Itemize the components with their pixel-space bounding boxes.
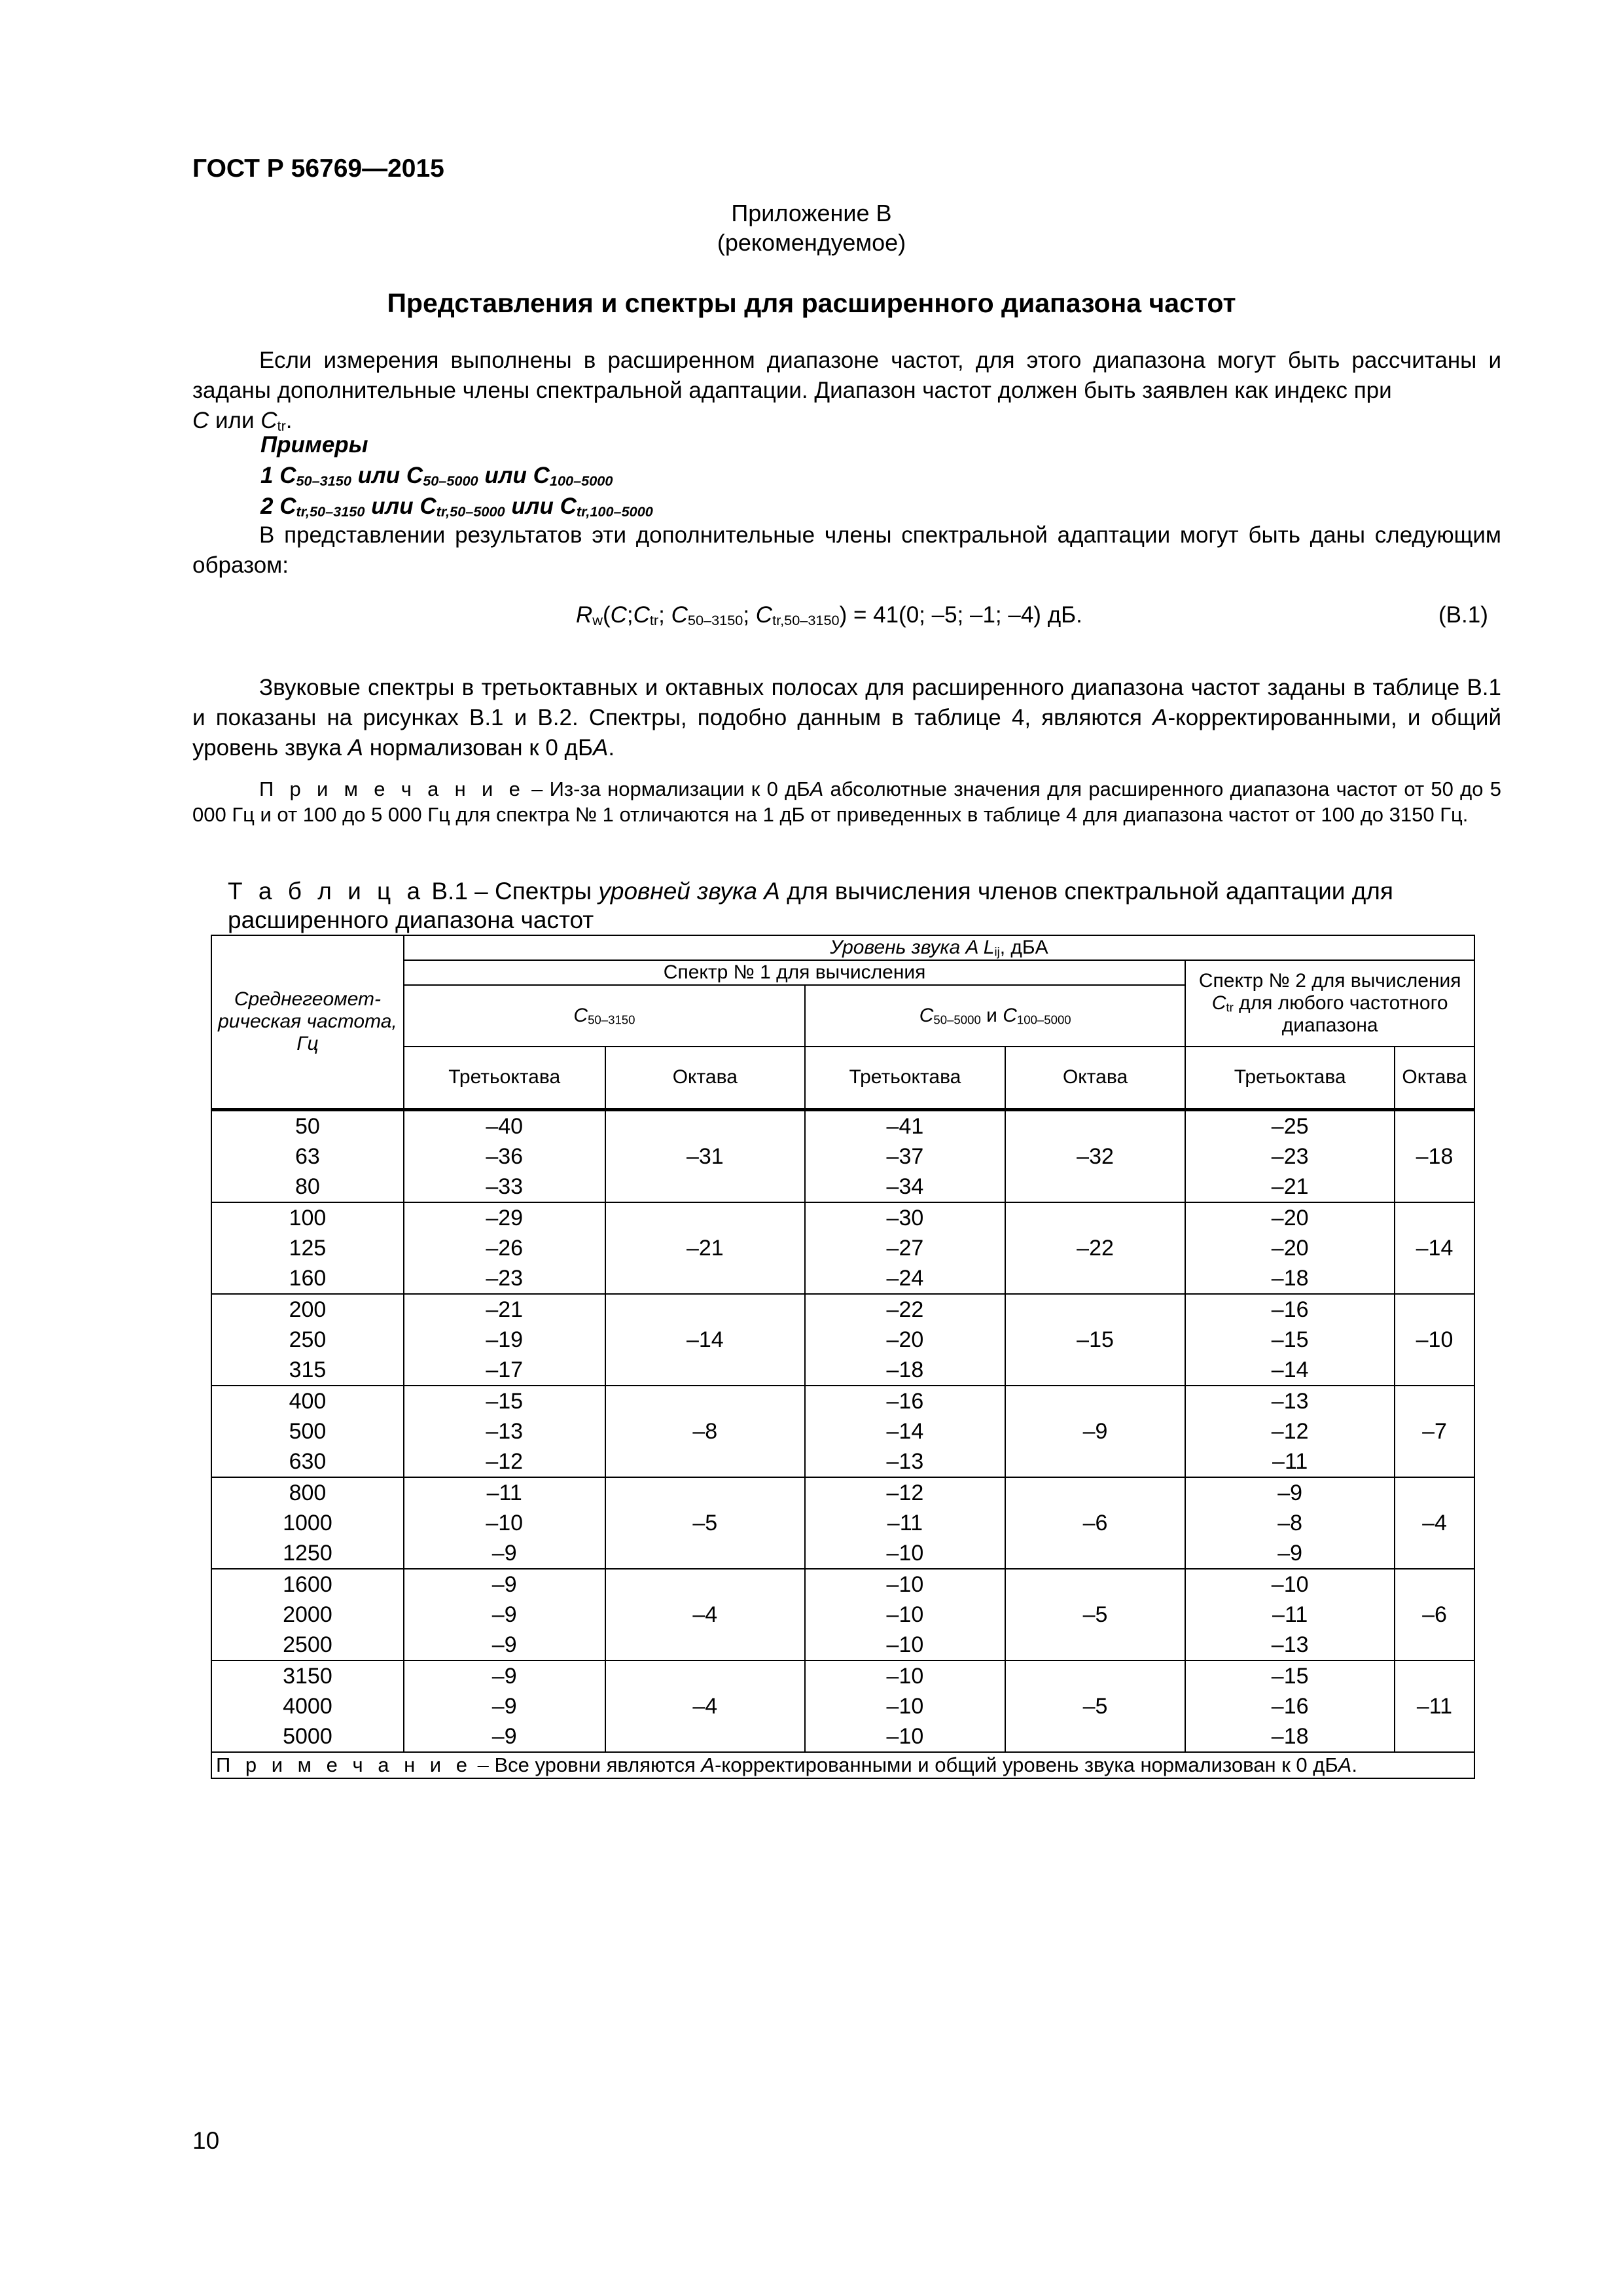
cell-s1-c50-5000-third-octave <box>805 1294 1005 1386</box>
cell-s2-octave: –4 <box>1395 1477 1474 1569</box>
cell-s2-third-octave-value: –9 <box>1277 1540 1303 1566</box>
cell-s2-third-octave-value: –16 <box>1271 1693 1309 1719</box>
cell-s2-third-octave <box>1185 1109 1395 1202</box>
cell-s1-c50-3150-octave: –31 <box>605 1109 806 1202</box>
cell-s2-third-octave <box>1185 1569 1395 1660</box>
cell-s2-third-octave-value: –16 <box>1271 1297 1309 1322</box>
cell-s1-c50-3150-third-octave-value: –9 <box>491 1632 517 1657</box>
cell-frequency-value: 1600 <box>283 1571 332 1597</box>
cell-s2-third-octave-value: –14 <box>1271 1357 1309 1382</box>
cell-frequency-value: 315 <box>289 1357 327 1382</box>
cell-s1-c50-3150-third-octave-value: –9 <box>491 1571 517 1597</box>
page-number: 10 <box>192 2127 220 2154</box>
cell-s1-c50-3150-third-octave-value: –10 <box>486 1510 524 1535</box>
cell-s1-c50-3150-third-octave-value: –13 <box>486 1418 524 1444</box>
cell-frequency <box>211 1660 404 1752</box>
annex-title: Приложение В <box>731 200 892 226</box>
cell-s1-c50-5000-third-octave-value: –30 <box>886 1205 924 1230</box>
cell-s1-c50-5000-third-octave-value: –20 <box>886 1327 924 1352</box>
cell-s1-c50-3150-octave: –5 <box>605 1477 806 1569</box>
cell-s1-c50-5000-third-octave-value: –27 <box>886 1235 924 1261</box>
cell-s2-octave: –7 <box>1395 1386 1474 1477</box>
annex-type: (рекомендуемое) <box>717 229 906 256</box>
intro-paragraph: Если измерения выполнены в расширенном диапазоне частот, для этого диапазона могут быть рассчитаны и заданы дополнительные члены спектральной адаптации. Диапазон частот должен быть заявлен как индекс при C или $C_{tr}$. <box>192 348 1501 434</box>
cell-frequency <box>211 1202 404 1294</box>
cell-s1-c50-3150-third-octave-value: –29 <box>486 1205 524 1230</box>
cell-s1-c50-3150-third-octave <box>404 1477 605 1569</box>
table-row <box>211 1109 1474 1202</box>
cell-s1-c50-3150-octave: –4 <box>605 1660 806 1752</box>
cell-s1-c50-5000-third-octave-value: –37 <box>886 1143 924 1169</box>
cell-s2-octave: –18 <box>1395 1109 1474 1202</box>
cell-s1-c50-3150-octave: –4 <box>605 1569 806 1660</box>
cell-frequency-value: 800 <box>289 1480 327 1505</box>
formula-number: (В.1) <box>1438 602 1488 628</box>
cell-frequency <box>211 1294 404 1386</box>
examples-label: Примеры <box>260 432 368 457</box>
cell-s1-c50-5000-octave: –9 <box>1005 1386 1186 1477</box>
table-caption: Т а б л и ц а В.1 – Спектры уровней звука A для вычисления членов спектральной адаптации для расширенного диапазона частот <box>228 878 1393 933</box>
cell-s1-c50-5000-third-octave-value: –10 <box>886 1693 924 1719</box>
cell-s1-c50-3150-octave: –21 <box>605 1202 806 1294</box>
note-1: П р и м е ч а н и е – Из-за нормализации к 0 дБA абсолютные значения для расширенного диапазона частот от 50 до 5 000 Гц и от 100 до 5 000 Гц для спектра № 1 отличаются на 1 дБ от приведенных в таблице 4 для диапазона частот от 100 до 3150 Гц. <box>192 778 1501 826</box>
header-octave: Октава <box>605 1047 806 1109</box>
cell-frequency <box>211 1569 404 1660</box>
cell-s1-c50-3150-third-octave <box>404 1660 605 1752</box>
cell-s2-third-octave <box>1185 1386 1395 1477</box>
cell-frequency-value: 160 <box>289 1265 327 1291</box>
cell-s2-third-octave <box>1185 1294 1395 1386</box>
header-spectrum-1: Спектр № 1 для вычисления <box>404 960 1185 985</box>
cell-frequency-value: 100 <box>289 1205 327 1230</box>
cell-s1-c50-5000-third-octave <box>805 1569 1005 1660</box>
cell-s2-third-octave <box>1185 1477 1395 1569</box>
header-third-octave: Третьоктава <box>805 1047 1005 1109</box>
spectra-table <box>211 935 1475 1779</box>
cell-s1-c50-5000-third-octave <box>805 1386 1005 1477</box>
example-2: 2 $C_{tr,50-3150}$ или $C_{tr,50-5000}$ или $C_{tr,100-5000}$ <box>260 493 653 520</box>
cell-s1-c50-5000-third-octave <box>805 1660 1005 1752</box>
table-row <box>211 1477 1474 1569</box>
cell-s1-c50-5000-third-octave-value: –12 <box>886 1480 924 1505</box>
cell-s2-third-octave <box>1185 1660 1395 1752</box>
cell-s1-c50-3150-third-octave <box>404 1109 605 1202</box>
cell-s2-third-octave <box>1185 1202 1395 1294</box>
cell-frequency <box>211 1109 404 1202</box>
spectra-paragraph: Звуковые спектры в третьоктавных и октавных полосах для расширенного диапазона частот заданы в таблице В.1 и показаны на рисунках В.1 и В.2. Спектры, подобно данным в таблице 4, являются A-корректированными, и общий уровень звука A нормализован к 0 дБA. <box>192 675 1501 761</box>
cell-s2-third-octave-value: –10 <box>1271 1571 1309 1597</box>
header-third-octave: Третьоктава <box>404 1047 605 1109</box>
cell-s2-octave: –14 <box>1395 1202 1474 1294</box>
header-octave: Октава <box>1005 1047 1186 1109</box>
cell-frequency-value: 125 <box>289 1235 327 1261</box>
cell-s1-c50-3150-third-octave-value: –9 <box>491 1693 517 1719</box>
cell-frequency-value: 50 <box>295 1113 320 1139</box>
cell-s1-c50-5000-third-octave-value: –16 <box>886 1388 924 1414</box>
cell-frequency <box>211 1386 404 1477</box>
cell-s1-c50-5000-third-octave-value: –18 <box>886 1357 924 1382</box>
example-1: 1 $C_{50-3150}$ или $C_{50-5000}$ или $C_{100-5000}$ <box>260 463 613 489</box>
cell-s2-third-octave-value: –12 <box>1271 1418 1309 1444</box>
cell-s1-c50-5000-third-octave-value: –24 <box>886 1265 924 1291</box>
cell-s1-c50-3150-third-octave-value: –11 <box>486 1480 522 1505</box>
cell-s2-third-octave-value: –25 <box>1271 1113 1309 1139</box>
header-third-octave: Третьоктава <box>1185 1047 1395 1109</box>
header-spectrum-2: Спектр № 2 для вычисления $C_{tr}$ для любого частотного диапазона <box>1185 960 1474 1047</box>
cell-s1-c50-3150-third-octave-value: –12 <box>486 1448 524 1474</box>
cell-s2-third-octave-value: –11 <box>1272 1602 1308 1627</box>
cell-s1-c50-5000-third-octave-value: –34 <box>886 1174 924 1199</box>
cell-frequency-value: 80 <box>295 1174 320 1199</box>
cell-frequency-value: 63 <box>295 1143 320 1169</box>
cell-s1-c50-3150-third-octave-value: –26 <box>486 1235 524 1261</box>
table-row <box>211 1569 1474 1660</box>
cell-s2-third-octave-value: –11 <box>1272 1448 1308 1474</box>
cell-s2-octave: –11 <box>1395 1660 1474 1752</box>
header-frequency: Среднегеомет-рическая частота, Гц <box>211 935 404 1109</box>
cell-s1-c50-5000-third-octave-value: –10 <box>886 1663 924 1689</box>
cell-frequency-value: 3150 <box>283 1663 332 1689</box>
cell-s1-c50-5000-octave: –5 <box>1005 1660 1186 1752</box>
formula: $R_w(C;C_{tr}$; $C_{50-3150}$; $C_{tr,50-3150}) = 41(0$; –5; –1; –4) дБ. <box>576 602 1082 628</box>
table-row <box>211 1294 1474 1386</box>
representation-paragraph: В представлении результатов эти дополнительные члены спектральной адаптации могут быть даны следующим образом: <box>192 522 1501 578</box>
cell-s1-c50-5000-third-octave <box>805 1477 1005 1569</box>
cell-s2-third-octave-value: –18 <box>1271 1723 1309 1749</box>
cell-s1-c50-5000-third-octave-value: –41 <box>886 1113 924 1139</box>
header-c-50-3150: $C_{50-3150}$ <box>404 985 805 1047</box>
cell-frequency-value: 200 <box>289 1297 327 1322</box>
cell-s1-c50-5000-third-octave-value: –10 <box>886 1723 924 1749</box>
cell-frequency-value: 630 <box>289 1448 327 1474</box>
cell-s1-c50-5000-third-octave <box>805 1109 1005 1202</box>
cell-s2-third-octave-value: –8 <box>1277 1510 1303 1535</box>
cell-s1-c50-5000-octave: –6 <box>1005 1477 1186 1569</box>
cell-frequency-value: 4000 <box>283 1693 332 1719</box>
cell-s1-c50-3150-third-octave-value: –15 <box>486 1388 524 1414</box>
cell-s1-c50-3150-third-octave-value: –36 <box>486 1143 524 1169</box>
cell-s1-c50-3150-octave: –8 <box>605 1386 806 1477</box>
cell-s1-c50-5000-octave: –32 <box>1005 1109 1186 1202</box>
cell-s1-c50-5000-octave: –5 <box>1005 1569 1186 1660</box>
cell-s2-third-octave-value: –9 <box>1277 1480 1303 1505</box>
cell-s1-c50-3150-third-octave-value: –9 <box>491 1540 517 1566</box>
cell-s1-c50-3150-third-octave-value: –9 <box>491 1602 517 1627</box>
cell-frequency-value: 5000 <box>283 1723 332 1749</box>
cell-s1-c50-3150-third-octave <box>404 1202 605 1294</box>
cell-s2-third-octave-value: –20 <box>1271 1235 1309 1261</box>
cell-s2-third-octave-value: –18 <box>1271 1265 1309 1291</box>
cell-s1-c50-3150-third-octave-value: –40 <box>486 1113 524 1139</box>
cell-s2-octave: –6 <box>1395 1569 1474 1660</box>
cell-frequency-value: 400 <box>289 1388 327 1414</box>
cell-s1-c50-5000-third-octave-value: –14 <box>886 1418 924 1444</box>
cell-frequency <box>211 1477 404 1569</box>
cell-s1-c50-3150-third-octave-value: –19 <box>486 1327 524 1352</box>
table-row <box>211 1386 1474 1477</box>
cell-frequency-value: 250 <box>289 1327 327 1352</box>
table-row <box>211 1660 1474 1752</box>
cell-s2-third-octave-value: –13 <box>1271 1632 1309 1657</box>
cell-s1-c50-5000-third-octave-value: –10 <box>886 1602 924 1627</box>
section-title: Представления и спектры для расширенного диапазона частот <box>387 288 1236 318</box>
cell-s1-c50-5000-third-octave-value: –10 <box>886 1540 924 1566</box>
cell-s1-c50-3150-third-octave <box>404 1294 605 1386</box>
cell-s1-c50-3150-third-octave <box>404 1386 605 1477</box>
cell-s1-c50-5000-third-octave-value: –10 <box>886 1571 924 1597</box>
cell-s1-c50-3150-third-octave-value: –17 <box>486 1357 524 1382</box>
cell-s2-third-octave-value: –15 <box>1271 1663 1309 1689</box>
header-level: Уровень звука A $L_{ij}$, дБA <box>404 935 1474 960</box>
cell-s1-c50-3150-octave: –14 <box>605 1294 806 1386</box>
cell-s1-c50-3150-third-octave-value: –33 <box>486 1174 524 1199</box>
cell-s1-c50-5000-third-octave-value: –22 <box>886 1297 924 1322</box>
cell-s1-c50-5000-octave: –22 <box>1005 1202 1186 1294</box>
table-row <box>211 1202 1474 1294</box>
cell-s2-octave: –10 <box>1395 1294 1474 1386</box>
cell-frequency-value: 1250 <box>283 1540 332 1566</box>
cell-s1-c50-5000-third-octave-value: –11 <box>887 1510 923 1535</box>
cell-s2-third-octave-value: –20 <box>1271 1205 1309 1230</box>
cell-frequency-value: 2500 <box>283 1632 332 1657</box>
cell-s1-c50-3150-third-octave-value: –9 <box>491 1723 517 1749</box>
cell-s2-third-octave-value: –13 <box>1271 1388 1309 1414</box>
cell-s1-c50-5000-third-octave-value: –10 <box>886 1632 924 1657</box>
cell-frequency-value: 500 <box>289 1418 327 1444</box>
cell-s1-c50-3150-third-octave <box>404 1569 605 1660</box>
cell-s1-c50-5000-third-octave-value: –13 <box>886 1448 924 1474</box>
header-c-50-5000: $C_{50-5000}$ и $C_{100-5000}$ <box>805 985 1185 1047</box>
cell-s2-third-octave-value: –21 <box>1271 1174 1309 1199</box>
cell-frequency-value: 2000 <box>283 1602 332 1627</box>
cell-s1-c50-5000-third-octave <box>805 1202 1005 1294</box>
document-code: ГОСТ Р 56769—2015 <box>192 154 444 183</box>
header-octave: Октава <box>1395 1047 1474 1109</box>
cell-frequency-value: 1000 <box>283 1510 332 1535</box>
cell-s1-c50-3150-third-octave-value: –9 <box>491 1663 517 1689</box>
table-note: П р и м е ч а н и е – Все уровни являются A-корректированными и общий уровень звука нормализован к 0 дБA. <box>211 1752 1474 1778</box>
cell-s1-c50-5000-octave: –15 <box>1005 1294 1186 1386</box>
cell-s2-third-octave-value: –23 <box>1271 1143 1309 1169</box>
cell-s1-c50-3150-third-octave-value: –21 <box>486 1297 524 1322</box>
cell-s2-third-octave-value: –15 <box>1271 1327 1309 1352</box>
cell-s1-c50-3150-third-octave-value: –23 <box>486 1265 524 1291</box>
